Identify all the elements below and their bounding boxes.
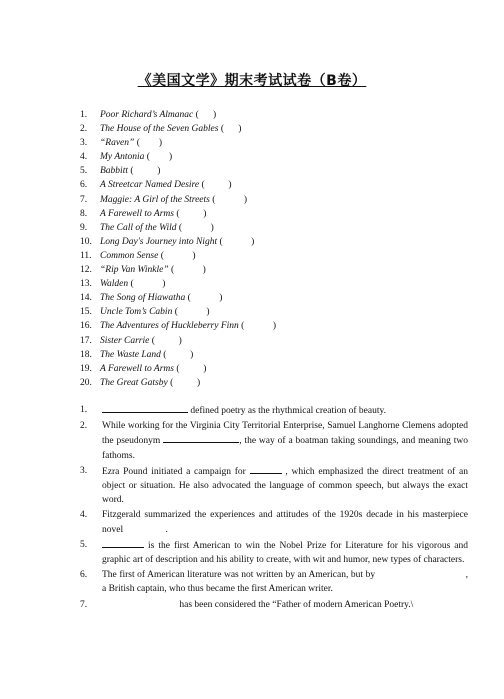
title-item bbox=[80, 319, 480, 333]
title-item bbox=[80, 136, 480, 150]
work-title: The Adventures of Huckleberry Finn bbox=[100, 321, 239, 332]
title-item bbox=[80, 305, 480, 319]
answer-blank[interactable] bbox=[250, 464, 282, 474]
question-number: 2. bbox=[80, 421, 88, 432]
work-title: Long Day's Journey into Night bbox=[100, 236, 218, 247]
question-4 bbox=[80, 508, 468, 536]
answer-parentheses[interactable]: ( ) bbox=[151, 335, 182, 346]
item-number: 6. bbox=[80, 180, 88, 191]
work-title: A Farewell to Arms bbox=[100, 208, 174, 219]
answer-parentheses[interactable]: ( ) bbox=[130, 279, 166, 290]
item-number: 9. bbox=[80, 222, 88, 233]
title-item bbox=[80, 235, 480, 249]
exam-title: 《美国文学》期末考试试卷（B卷） bbox=[137, 73, 367, 89]
work-title: Babbitt bbox=[100, 166, 128, 177]
answer-blank[interactable] bbox=[163, 433, 239, 443]
question-3 bbox=[80, 464, 468, 508]
work-title: The Waste Land bbox=[100, 349, 161, 360]
item-number: 17. bbox=[80, 335, 92, 346]
question-text: is the first American to win the Nobel Prize for Literature for his vigorous and graphic art of description and his ability to create, with wit and humor, new types of characters. bbox=[102, 540, 469, 566]
answer-parentheses[interactable]: ( ) bbox=[130, 166, 161, 177]
work-title: “Rip Van Winkle” bbox=[100, 265, 169, 276]
question-text: , a British captain, who thus became the first American writer. bbox=[102, 570, 469, 595]
answer-parentheses[interactable]: ( ) bbox=[220, 124, 242, 135]
answer-parentheses[interactable]: ( ) bbox=[241, 321, 276, 332]
item-number: 2. bbox=[80, 124, 88, 135]
question-number: 5. bbox=[80, 539, 88, 550]
title-item bbox=[80, 178, 480, 192]
title-item bbox=[80, 362, 480, 376]
item-number: 20. bbox=[80, 377, 92, 388]
title-item bbox=[80, 376, 480, 390]
matching-section bbox=[80, 108, 480, 390]
work-title: Maggie: A Girl of the Streets bbox=[100, 194, 210, 205]
answer-parentheses[interactable]: ( ) bbox=[146, 152, 173, 163]
work-title: “Raven” bbox=[100, 138, 135, 149]
item-number: 14. bbox=[80, 293, 92, 304]
question-number: 7. bbox=[80, 599, 88, 610]
item-number: 11. bbox=[80, 250, 92, 261]
title-item bbox=[80, 108, 480, 122]
title-item bbox=[80, 207, 480, 221]
item-number: 3. bbox=[80, 138, 88, 149]
question-text: defined poetry as the rhythmical creation of beauty. bbox=[190, 406, 387, 416]
title-item bbox=[80, 122, 480, 136]
question-number: 6. bbox=[80, 570, 88, 581]
answer-parentheses[interactable]: ( ) bbox=[178, 222, 214, 233]
question-text: , the way of a boatman taking soundings, and meaning two fathoms. bbox=[102, 436, 468, 461]
answer-blank[interactable] bbox=[102, 403, 188, 413]
answer-parentheses[interactable]: ( ) bbox=[176, 363, 207, 374]
answer-parentheses[interactable]: ( ) bbox=[219, 236, 255, 247]
work-title: The Call of the Wild bbox=[100, 222, 177, 233]
fill-in-section bbox=[80, 403, 468, 613]
question-text: , which emphasized the direct treatment of an object or situation. He also advocated the language of common speech, but always the exact word. bbox=[102, 466, 469, 506]
answer-parentheses[interactable]: ( ) bbox=[201, 180, 232, 191]
item-number: 8. bbox=[80, 208, 88, 219]
title-item bbox=[80, 334, 480, 348]
answer-parentheses[interactable]: ( ) bbox=[212, 194, 248, 205]
answer-parentheses[interactable]: ( ) bbox=[174, 307, 210, 318]
work-title: Poor Richard’s Almanac bbox=[100, 110, 194, 120]
title-item bbox=[80, 348, 480, 362]
work-title: Common Sense bbox=[100, 250, 159, 261]
item-number: 5. bbox=[80, 166, 88, 177]
answer-parentheses[interactable]: ( ) bbox=[176, 208, 207, 219]
answer-parentheses[interactable]: ( ) bbox=[170, 377, 201, 388]
question-number: 4. bbox=[80, 510, 88, 521]
question-text: . bbox=[165, 524, 168, 535]
question-number: 3. bbox=[80, 465, 88, 476]
work-title: Walden bbox=[100, 279, 129, 290]
item-number: 16. bbox=[80, 321, 92, 332]
title-item bbox=[80, 193, 480, 207]
title-item bbox=[80, 277, 480, 291]
title-item bbox=[80, 249, 480, 263]
item-number: 1. bbox=[80, 110, 88, 120]
work-title: The Song of Hiawatha bbox=[100, 293, 186, 304]
item-number: 7. bbox=[80, 194, 88, 205]
work-title: Uncle Tom’s Cabin bbox=[100, 307, 173, 318]
question-text: has been considered the “Father of modern American Poetry.\ bbox=[179, 599, 414, 610]
item-number: 19. bbox=[80, 363, 92, 374]
answer-parentheses[interactable]: ( ) bbox=[136, 138, 163, 149]
item-number: 12. bbox=[80, 265, 92, 276]
title-item bbox=[80, 150, 480, 164]
answer-parentheses[interactable]: ( ) bbox=[171, 265, 206, 276]
work-title: The Great Gatsby bbox=[100, 377, 168, 388]
answer-blank[interactable] bbox=[102, 538, 144, 548]
title-item bbox=[80, 221, 480, 235]
work-title: A Streetcar Named Desire bbox=[100, 180, 200, 191]
item-number: 10. bbox=[80, 236, 92, 247]
item-number: 13. bbox=[80, 279, 92, 290]
question-2 bbox=[80, 419, 468, 463]
question-number: 1. bbox=[80, 405, 88, 415]
answer-parentheses[interactable]: ( ) bbox=[187, 293, 223, 304]
question-7 bbox=[80, 598, 468, 612]
work-title: Sister Carrie bbox=[100, 335, 150, 346]
title-item bbox=[80, 263, 480, 277]
question-text: The first of American literature was not written by an American, but by bbox=[102, 570, 376, 581]
answer-parentheses[interactable]: ( ) bbox=[163, 349, 194, 360]
item-number: 4. bbox=[80, 152, 88, 163]
title-item bbox=[80, 164, 480, 178]
question-text: Fitzgerald summarized the experiences and attitudes of the 1920s decade in his masterpiece novel bbox=[102, 510, 468, 535]
answer-parentheses[interactable]: ( ) bbox=[195, 110, 217, 120]
title-item bbox=[80, 291, 480, 305]
question-5 bbox=[80, 538, 468, 567]
answer-parentheses[interactable]: ( ) bbox=[160, 250, 196, 261]
question-6 bbox=[80, 568, 468, 596]
item-number: 15. bbox=[80, 307, 92, 318]
item-number: 18. bbox=[80, 349, 92, 360]
work-title: My Antonia bbox=[100, 152, 145, 163]
question-text: Ezra Pound initiated a campaign for bbox=[102, 466, 246, 477]
work-title: A Farewell to Arms bbox=[100, 363, 174, 374]
question-text: While working for the Virginia City Territorial Enterprise, Samuel Langhorne Clemens adopted the pseudonym bbox=[102, 421, 468, 447]
work-title: The House of the Seven Gables bbox=[100, 124, 219, 135]
question-1 bbox=[80, 403, 468, 418]
